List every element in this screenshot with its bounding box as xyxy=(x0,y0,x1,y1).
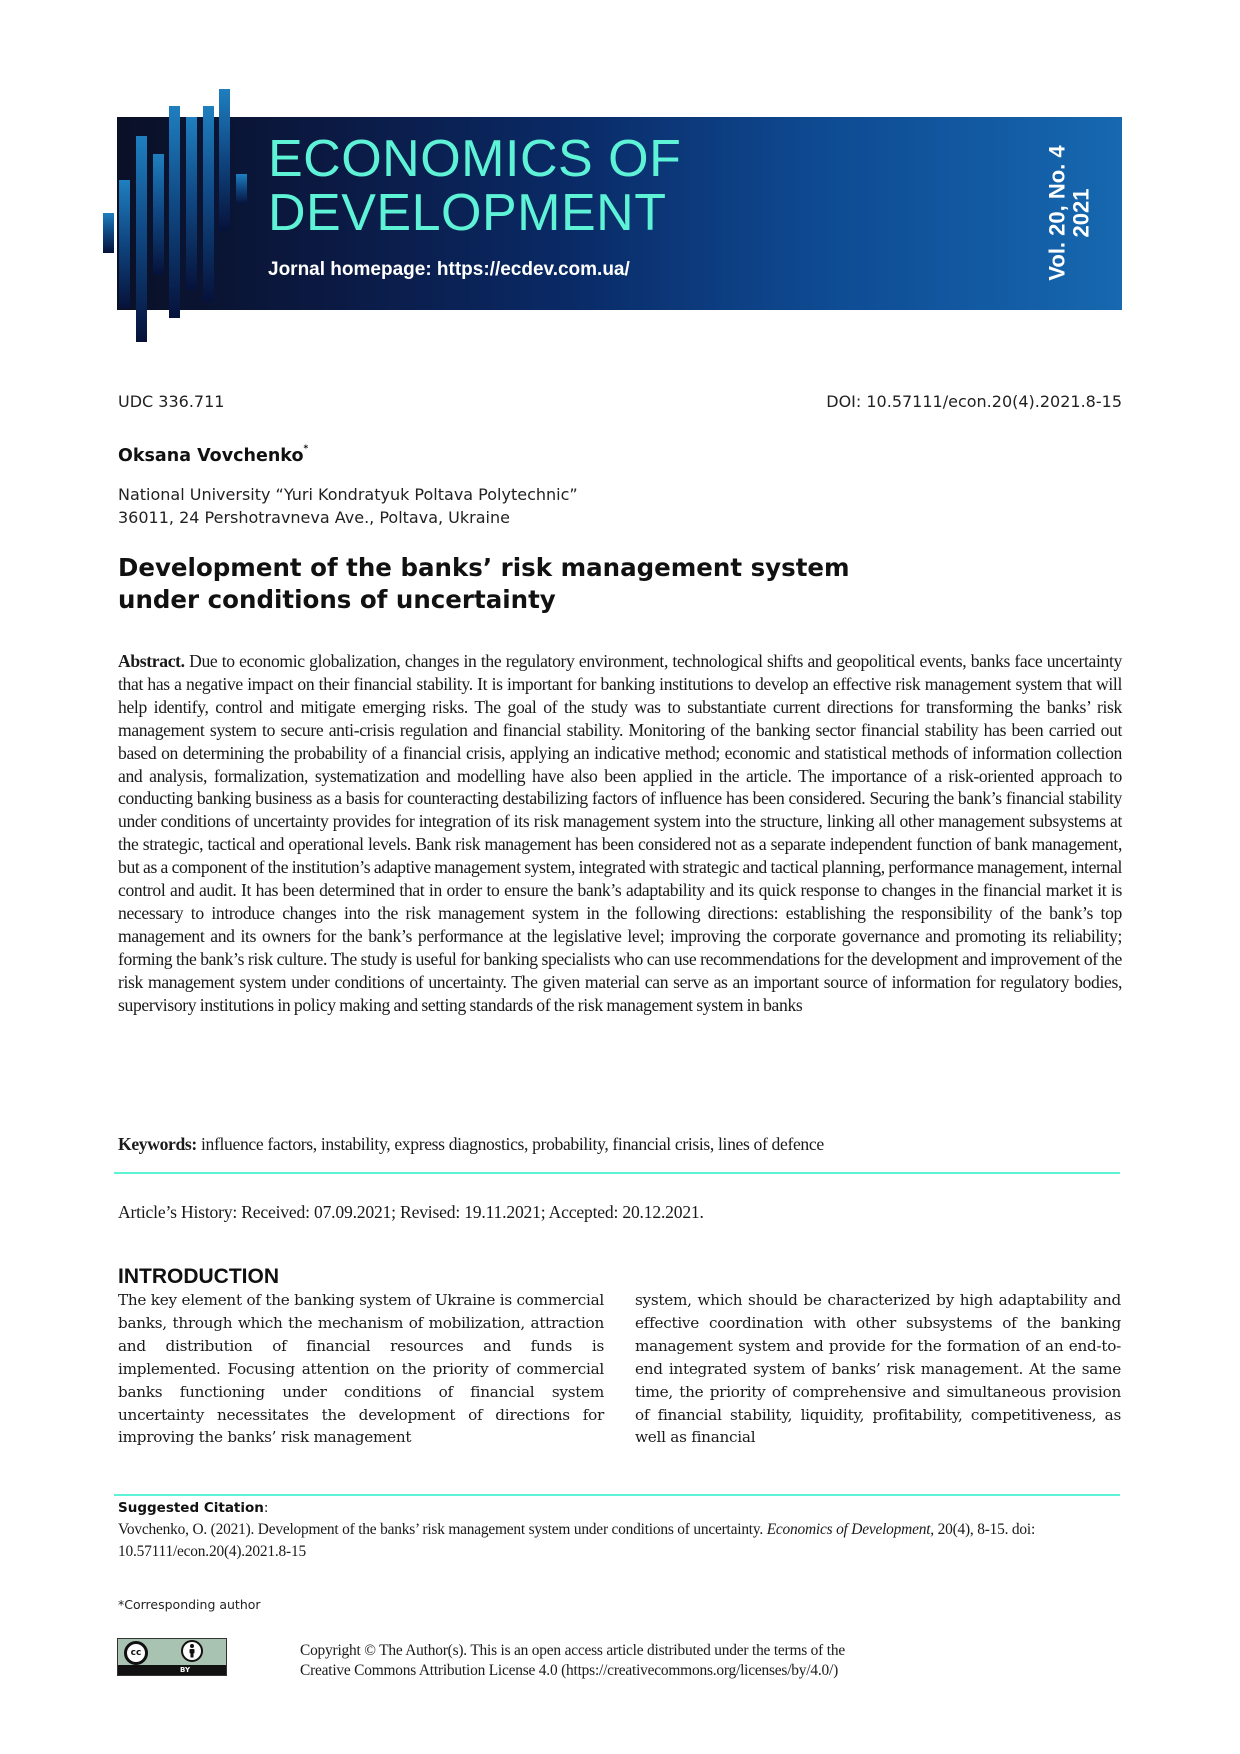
person-glyph-icon xyxy=(183,1642,201,1660)
doi[interactable]: DOI: 10.57111/econ.20(4).2021.8-15 xyxy=(826,392,1122,411)
affiliation-institution: National University “Yuri Kondratyuk Poltava Polytechnic” xyxy=(118,485,578,504)
cc-by-license-badge[interactable] xyxy=(117,1638,227,1676)
attribution-person-icon xyxy=(181,1640,203,1662)
udc-code: UDC 336.711 xyxy=(118,392,225,411)
article-history: Article’s History: Received: 07.09.2021; Revised: 19.11.2021; Accepted: 20.12.2021. xyxy=(118,1202,704,1222)
copyright-line1: Copyright © The Author(s). This is an open access article distributed under the terms of the xyxy=(300,1642,845,1659)
abstract xyxy=(118,650,1122,1017)
introduction-heading: INTRODUCTION xyxy=(118,1265,279,1288)
logo-bar xyxy=(186,117,197,290)
logo-bar xyxy=(219,89,230,231)
abstract-label: Abstract. xyxy=(118,651,185,671)
volume-text xyxy=(1046,145,1094,280)
footer-divider xyxy=(114,1494,1120,1496)
journal-title-line1: ECONOMICS OF xyxy=(268,130,682,188)
by-label: BY xyxy=(180,1666,191,1674)
author-name xyxy=(118,446,308,466)
citation-details: 20(4), 8-15. doi: 10.57111/econ.20(4).2021.8-15 xyxy=(118,1521,1036,1560)
article-title-line2: under conditions of uncertainty xyxy=(118,585,556,614)
suggested-citation-label xyxy=(118,1500,268,1516)
keywords xyxy=(118,1133,1122,1156)
affiliation-address: 36011, 24 Pershotravneva Ave., Poltava, Ukraine xyxy=(118,508,510,527)
bar-graph-logo-icon xyxy=(0,0,260,350)
journal-title xyxy=(268,132,681,240)
keywords-text: influence factors, instability, express diagnostics, probability, financial crisis, lines of defence xyxy=(196,1134,824,1154)
citation-text: Vovchenko, O. (2021). Development of the banks’ risk management system under conditions of uncertainty. xyxy=(118,1521,767,1538)
volume-number: Vol. 20, No. 4 xyxy=(1045,144,1070,281)
citation-label-text: Suggested Citation xyxy=(118,1500,264,1516)
copyright-line2: Creative Commons Attribution License 4.0 (https://creativecommons.org/licenses/by/4.0/) xyxy=(300,1662,838,1679)
citation-journal: Economics of Development, xyxy=(766,1521,934,1538)
abstract-text: Due to economic globalization, changes in the regulatory environment, technological shifts and geopolitical events, banks face uncertainty that has a negative impact on their financial stability. It is important for banking institutions to develop an effective risk management system that will help identify, control and mitigate emerging risks. The goal of the study was to substantiate current directions for transforming the banks’ risk management system to secure anti-crisis regulation and financial stability. Monitoring of the banking sector financial stability has been carried out based on determining the probability of a financial crisis, applying an indicative method; economic and statistical methods of information collection and analysis, formalization, systematization and modelling have also been applied in the article. The importance of a risk-oriented approach to conducting banking business as a basis for counteracting destabilizing factors of influence has been considered. Securing the bank’s financial stability under conditions of uncertainty provides for integration of its risk management system into the structure, linking all other management subsystems at the strategic, tactical and operational levels. Bank risk management has been considered not as a separate independent function of bank management, but as a component of the institution’s adaptive management system, integrated with strategic and tactical planning, performance management, internal control and audit. It has been determined that in order to ensure the bank’s adaptability and its quick response to changes in the financial market it is necessary to introduce changes into the risk management system in the following directions: establishing the responsibility of the bank’s top management and its owners for the bank’s performance at the legislative level; improving the corporate governance and promoting its reliability; forming the bank’s risk culture. The study is useful for banking specialists who can use recommendations for the development and improvement of the risk management system under conditions of uncertainty. The given material can serve as an important source of information for regulatory bodies, supervisory institutions in policy making and setting standards of the risk management system in banks xyxy=(118,651,1122,1015)
article-title xyxy=(118,552,1018,616)
article-title-line1: Development of the banks’ risk management system xyxy=(118,553,850,582)
introduction-column-right: system, which should be characterized by high adaptability and effective coordination with other subsystems of the banking management system and provide for the formation of an end-to-end integrated system of banks’ risk management. At the same time, the priority of comprehensive and simultaneous provision of financial stability, liquidity, profitability, competitiveness, as well as financial xyxy=(635,1291,1121,1447)
author-affiliation xyxy=(118,483,578,529)
logo-bar xyxy=(103,213,114,253)
volume-info xyxy=(1020,120,1120,305)
volume-year: 2021 xyxy=(1069,188,1094,237)
introduction-column-left: The key element of the banking system of Ukraine is commercial banks, through which the mechanism of mobilization, attraction and distribution of financial resources and funds is implemented. Focusing attention on the priority of commercial banks functioning under conditions of financial system uncertainty necessitates the development of directions for improving the banks’ risk management xyxy=(118,1291,604,1447)
corresponding-author-note: *Corresponding author xyxy=(118,1597,261,1612)
logo-bar xyxy=(203,106,214,302)
journal-title-line2: DEVELOPMENT xyxy=(268,184,667,242)
cc-by-strip xyxy=(118,1665,226,1675)
citation-label-colon: : xyxy=(263,1500,269,1516)
cc-icon: cc xyxy=(124,1641,148,1665)
section-divider xyxy=(114,1172,1120,1174)
logo-bar xyxy=(153,154,164,275)
corresponding-author-marker: * xyxy=(303,444,309,454)
copyright-notice xyxy=(300,1641,1000,1681)
logo-bar xyxy=(236,174,247,204)
logo-bar xyxy=(169,106,180,318)
keywords-label: Keywords: xyxy=(118,1134,197,1154)
journal-homepage-link[interactable]: Jornal homepage: https://ecdev.com.ua/ xyxy=(268,259,630,280)
logo-bar xyxy=(119,180,130,308)
author-name-text: Oksana Vovchenko xyxy=(118,446,304,466)
logo-bar xyxy=(136,136,147,342)
suggested-citation xyxy=(118,1519,1122,1563)
